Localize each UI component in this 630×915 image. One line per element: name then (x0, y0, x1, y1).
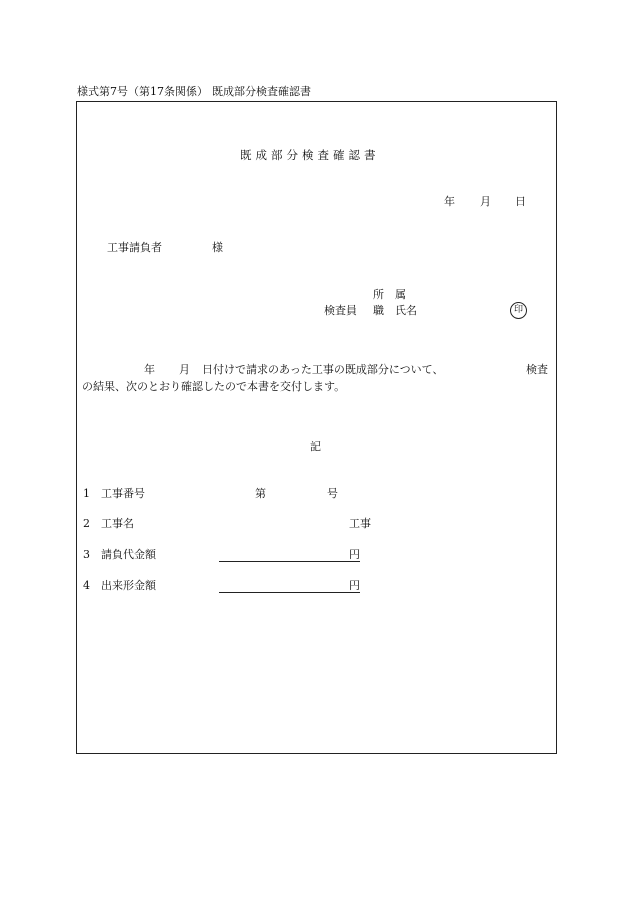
body-month-label: 月 (179, 363, 190, 376)
form-name: 既成部分検査確認書 (212, 85, 311, 98)
item-4-underline (219, 592, 360, 593)
date-year-label: 年 (444, 195, 455, 208)
form-number: 様式第7号（第17条関係） (77, 85, 208, 98)
addressee-honorific: 様 (212, 241, 223, 254)
body-line1-end: 検査 (526, 363, 548, 376)
body-year-label: 年 (144, 363, 155, 376)
date-day-label: 日 (515, 195, 526, 208)
item-4-suffix: 円 (349, 579, 360, 592)
item-1-prefix: 第 (255, 487, 266, 500)
item-1-label: 工事番号 (101, 487, 145, 500)
item-1-number: 1 (83, 487, 90, 500)
affiliation-label: 所 属 (373, 288, 406, 301)
inspector-name-label: 職 氏名 (373, 304, 417, 317)
body-line1-text: 日付けで請求のあった工事の既成部分について、 (202, 363, 444, 376)
date-month-label: 月 (480, 195, 491, 208)
inspector-role-label: 検査員 (324, 304, 357, 317)
item-3-number: 3 (83, 548, 90, 561)
item-3-label: 請負代金額 (101, 548, 156, 561)
item-1-suffix: 号 (327, 487, 338, 500)
document-title: 既成部分検査確認書 (240, 148, 380, 162)
item-3-suffix: 円 (349, 548, 360, 561)
ki-mark: 記 (310, 440, 321, 453)
item-3-underline (219, 561, 360, 562)
item-2-label: 工事名 (101, 517, 134, 530)
item-4-number: 4 (83, 579, 90, 592)
item-4-label: 出来形金額 (101, 579, 156, 592)
seal-mark: 印 (510, 302, 527, 319)
addressee-label: 工事請負者 (107, 241, 162, 254)
item-2-suffix: 工事 (349, 517, 371, 530)
body-line2: の結果、次のとおり確認したので本書を交付します。 (82, 380, 346, 393)
item-2-number: 2 (83, 517, 90, 530)
